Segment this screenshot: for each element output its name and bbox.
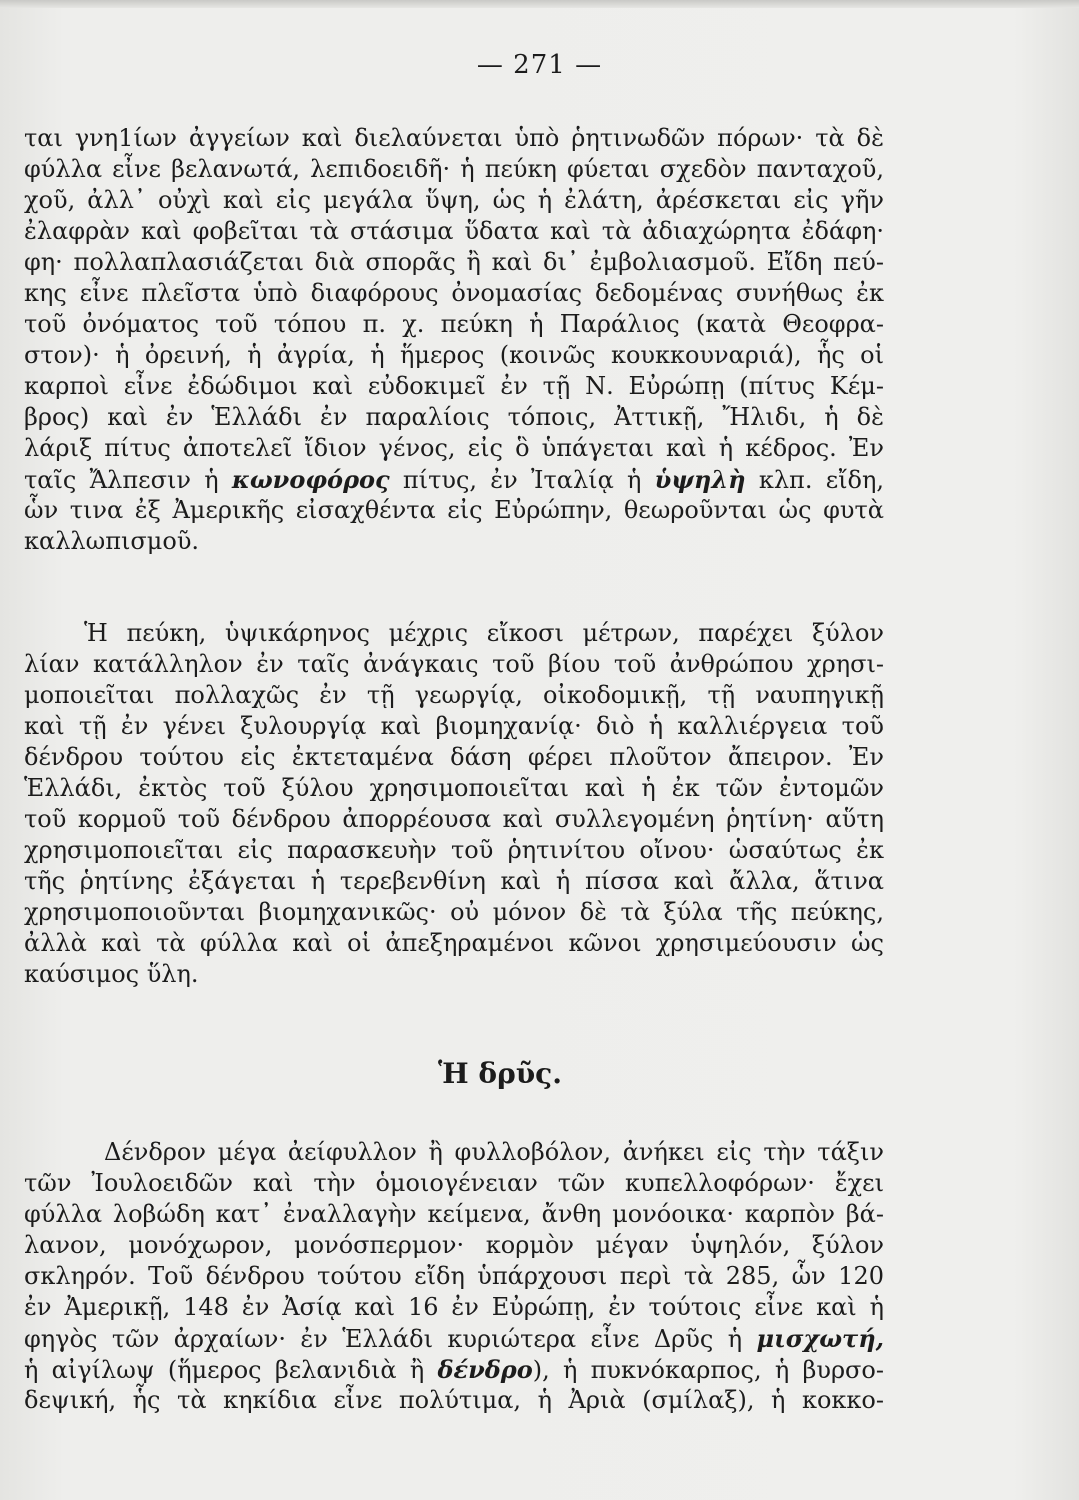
emphasis-ypsili: ὑψηλὴ [654, 465, 746, 494]
page-top-edge [0, 0, 1079, 8]
text-line: καρποὶ εἶνε ἐδώδιμοι καὶ εὐδοκιμεῖ ἐν τῇ Ν. Εὐρώπῃ (πίτυς Κέμ- [24, 372, 884, 400]
page-number: — 271 — [476, 50, 603, 80]
text-run: ταῖς Ἄλπεσιν ἡ [24, 466, 232, 494]
text-line: φύλλα εἶνε βελανωτά, λεπιδοειδῆ· ἡ πεύκη φύεται σχεδὸν πανταχοῦ, [24, 155, 884, 183]
text-line: ἐλαφρὰν καὶ φοβεῖται τὰ στάσιμα ὕδατα καὶ τὰ ἀδιαχώρητα ἐδάφη· [24, 217, 884, 245]
text-line: κης εἶνε πλεῖστα ὑπὸ διαφόρους ὀνομασίας δεδομένας συνήθως ἐκ [24, 279, 884, 307]
text-line: καὶ τῇ ἐν γένει ξυλουργίᾳ καὶ βιομηχανίᾳ· διὸ ἡ καλλιέργεια τοῦ [24, 712, 884, 740]
emphasis-konoforos: κωνοφόρος [231, 465, 390, 494]
text-line: τοῦ ὀνόματος τοῦ τόπου π. χ. πεύκη ἡ Παράλιος (κατὰ Θεοφρα- [24, 310, 884, 338]
text-line: δεψική, ἧς τὰ κηκίδια εἶνε πολύτιμα, ἡ Ἀριὰ (σμίλαξ), ἡ κοκκο- [24, 1386, 884, 1414]
text-line: τοῦ κορμοῦ τοῦ δένδρου ἀπορρέουσα καὶ συλλεγομένη ῥητίνη· αὕτη [24, 805, 884, 833]
paragraph-pine-uses [24, 618, 884, 990]
text-line: Ἑλλάδι, ἐκτὸς τοῦ ξύλου χρησιμοποιεῖται καὶ ἡ ἐκ τῶν ἐντομῶν [24, 774, 884, 802]
text-line: στον)· ἡ ὀρεινή, ἡ ἀγρία, ἡ ἥμερος (κοινῶς κουκκουναριά), ἧς οἱ [24, 341, 884, 369]
text-line: χρησιμοποιοῦνται βιομηχανικῶς· οὐ μόνον δὲ τὰ ξύλα τῆς πεύκης, [24, 898, 884, 926]
text-line: ἀλλὰ καὶ τὰ φύλλα καὶ οἱ ἀπεξηραμένοι κῶνοι χρησιμεύουσιν ὡς [24, 929, 884, 957]
text-line: σκληρόν. Τοῦ δένδρου τούτου εἴδη ὑπάρχουσι περὶ τὰ 285, ὧν 120 [24, 1262, 884, 1290]
text-line: Ἡ πεύκη, ὑψικάρηνος μέχρις εἴκοσι μέτρων, παρέχει ξύλον [84, 619, 884, 647]
text-run: κλπ. εἴδη, [745, 466, 884, 494]
text-line: φη· πολλαπλασιάζεται διὰ σπορᾶς ἢ καὶ δι᾽ ἐμβολιασμοῦ. Εἴδη πεύ- [24, 248, 884, 276]
text-line: Δένδρον μέγα ἀείφυλλον ἢ φυλλοβόλον, ἀνήκει εἰς τὴν τάξιν [104, 1138, 884, 1166]
text-line: λίαν κατάλληλον ἐν ταῖς ἀνάγκαις τοῦ βίου τοῦ ἀνθρώπου χρησι- [24, 650, 884, 678]
text-line: τῆς ῥητίνης ἐξάγεται ἡ τερεβενθίνη καὶ ἡ πίσσα καὶ ἄλλα, ἅτινα [24, 867, 884, 895]
text-line: λανον, μονόχωρον, μονόσπερμον· κορμὸν μέγαν ὑψηλόν, ξύλον [24, 1231, 884, 1259]
text-line: λάριξ πίτυς ἀποτελεῖ ἴδιον γένος, εἰς ὃ ὑπάγεται καὶ ἡ κέδρος. Ἐν [24, 434, 884, 462]
text-run: ἡ αἰγίλωψ (ἥμερος βελανιδιὰ ἢ [24, 1356, 438, 1384]
text-line: μοποιεῖται πολλαχῶς ἐν τῇ γεωργίᾳ, οἰκοδομικῇ, τῇ ναυπηγικῇ [24, 681, 884, 709]
text-line: φύλλα λοβώδη κατ᾽ ἐναλλαγὴν κείμενα, ἄνθη μονόοικα· καρπὸν βά- [24, 1200, 884, 1228]
emphasis-mischoti: μισχωτή, [756, 1324, 884, 1353]
text-run: φηγὸς τῶν ἀρχαίων· ἐν Ἑλλάδι κυριώτερα εἶνε Δρῦς ἡ [24, 1325, 757, 1353]
text-line: τῶν Ἰουλοειδῶν καὶ τὴν ὁμοιογένειαν τῶν κυπελλοφόρων· ἔχει [24, 1169, 884, 1197]
text-line: ται γνη1ίων ἀγγείων καὶ διελαύνεται ὑπὸ ῥητινωδῶν πόρων· τὰ δὲ [24, 124, 884, 152]
section-heading-oak: Ἡ δρῦς. [438, 1057, 562, 1090]
text-line: ἐν Ἀμερικῇ, 148 ἐν Ἀσίᾳ καὶ 16 ἐν Εὐρώπῃ, ἐν τούτοις εἶνε καὶ ἡ [24, 1293, 884, 1321]
text-run: ), ἡ πυκνόκαρπος, ἡ βυρσο- [532, 1356, 884, 1384]
text-line: ὧν τινα ἐξ Ἀμερικῆς εἰσαχθέντα εἰς Εὐρώπην, θεωροῦνται ὡς φυτὰ [24, 496, 884, 524]
text-run: πίτυς, ἐν Ἰταλίᾳ ἡ [389, 466, 655, 494]
emphasis-dendro: δένδρο [437, 1355, 533, 1384]
text-line: χρησιμοποιεῖται εἰς παρασκευὴν τοῦ ῥητινίτου οἴνου· ὡσαύτως ἐκ [24, 836, 884, 864]
text-line: καύσιμος ὕλη. [24, 960, 199, 988]
text-line: βρος) καὶ ἐν Ἑλλάδι ἐν παραλίοις τόποις, Ἀττικῇ, Ἤλιδι, ἡ δὲ [24, 403, 884, 431]
paragraph-pine-description [24, 123, 884, 557]
paragraph-oak-description [24, 1137, 884, 1416]
text-line: δένδρου τούτου εἰς ἐκτεταμένα δάση φέρει πλοῦτον ἄπειρον. Ἐν [24, 743, 884, 771]
text-line-with-emphasis [24, 1323, 884, 1354]
text-line: καλλωπισμοῦ. [24, 527, 200, 555]
text-line: χοῦ, ἀλλ᾽ οὐχὶ καὶ εἰς μεγάλα ὕψη, ὡς ἡ ἐλάτη, ἀρέσκεται εἰς γῆν [24, 186, 884, 214]
text-line-with-emphasis [24, 1354, 884, 1385]
text-line-with-emphasis [24, 464, 884, 495]
